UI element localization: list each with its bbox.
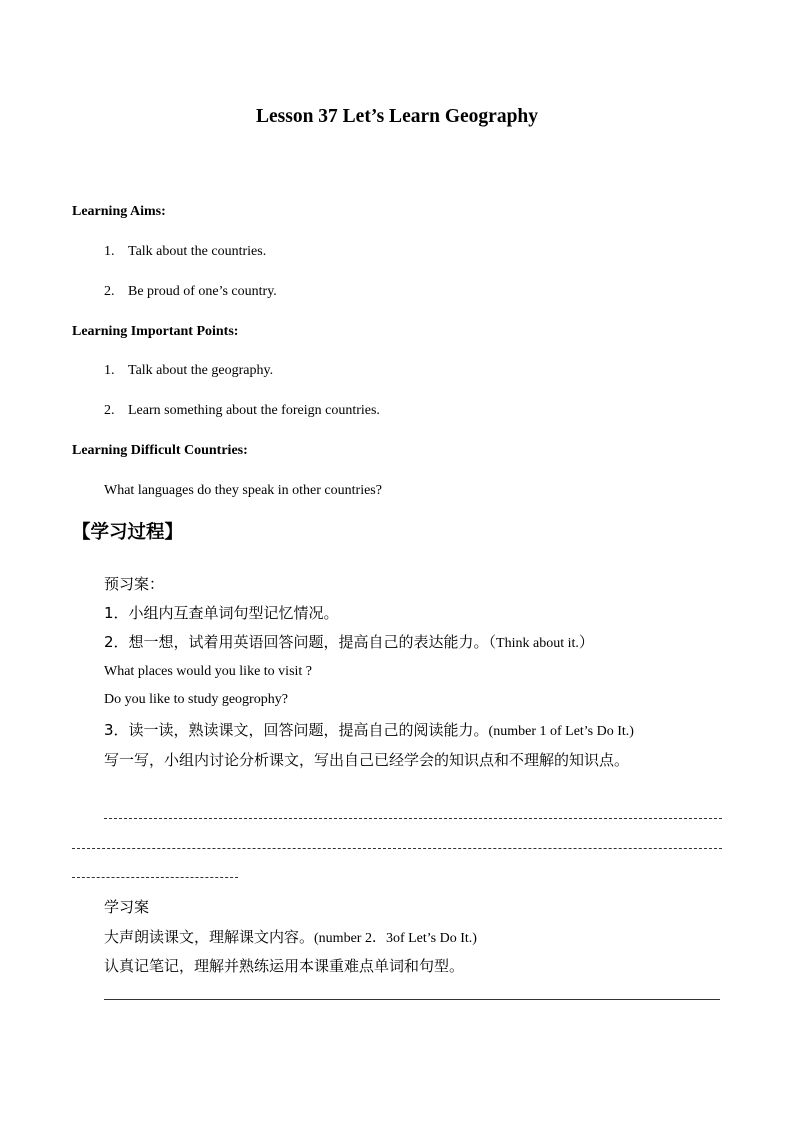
preview-step-2 [104,631,594,652]
question-2: Do you like to study geogrophy? [104,692,288,707]
aim-item-2-number: 2. [104,284,115,299]
preview-step-2-close: ） [578,633,594,651]
aim-item-2 [104,284,277,300]
learning-aims-heading: Learning Aims: [72,204,166,219]
preview-step-3-zh: 3．读一读，熟读课文，回答问题，提高自己的阅读能力。 [104,721,489,739]
preview-step-4: 写一写，小组内讨论分析课文，写出自己已经学会的知识点和不理解的知识点。 [104,751,630,769]
important-item-1 [104,363,273,379]
preview-step-2-zh: 2．想一想，试着用英语回答问题，提高自己的表达能力。（ [104,633,497,651]
preview-step-1: 1．小组内互查单词句型记忆情况。 [104,604,339,622]
important-item-2-text: Learn something about the foreign countries. [128,403,380,418]
study-step-1-zh: 大声朗读课文，理解课文内容。 [104,928,315,946]
study-step-1-en: (number 2．3of Let’s Do It.) [314,931,477,946]
question-1: What places would you like to visit ? [104,664,313,679]
preview-step-3-en: (number 1 of Let’s Do It.) [488,724,634,739]
process-heading: 【学习过程】 [72,522,184,543]
study-label: 学习案 [104,898,150,916]
page-title: Lesson 37 Let’s Learn Geography [255,106,539,127]
difficult-heading: Learning Difficult Countries: [72,443,248,458]
preview-step-2-en: Think about it. [496,636,579,651]
bottom-rule [104,999,720,1000]
important-item-2-number: 2. [104,403,115,418]
study-step-2: 认真记笔记，理解并熟练运用本课重难点单词和句型。 [104,957,465,975]
study-step-1 [104,926,477,947]
aim-item-1-text: Talk about the countries. [128,244,267,259]
answer-dash-line-1 [104,818,722,819]
important-item-1-text: Talk about the geography. [128,363,274,378]
answer-dash-line-2 [72,848,722,849]
aim-item-2-text: Be proud of one’s country. [128,284,277,299]
preview-label: 预习案： [104,575,165,593]
answer-dash-line-3 [72,877,238,878]
difficult-text: What languages do they speak in other countries? [104,483,382,498]
aim-item-1-number: 1. [104,244,115,259]
preview-step-3 [104,719,634,740]
aim-item-1 [104,244,266,260]
important-item-1-number: 1. [104,363,115,378]
important-item-2 [104,403,380,419]
important-points-heading: Learning Important Points: [72,324,239,339]
